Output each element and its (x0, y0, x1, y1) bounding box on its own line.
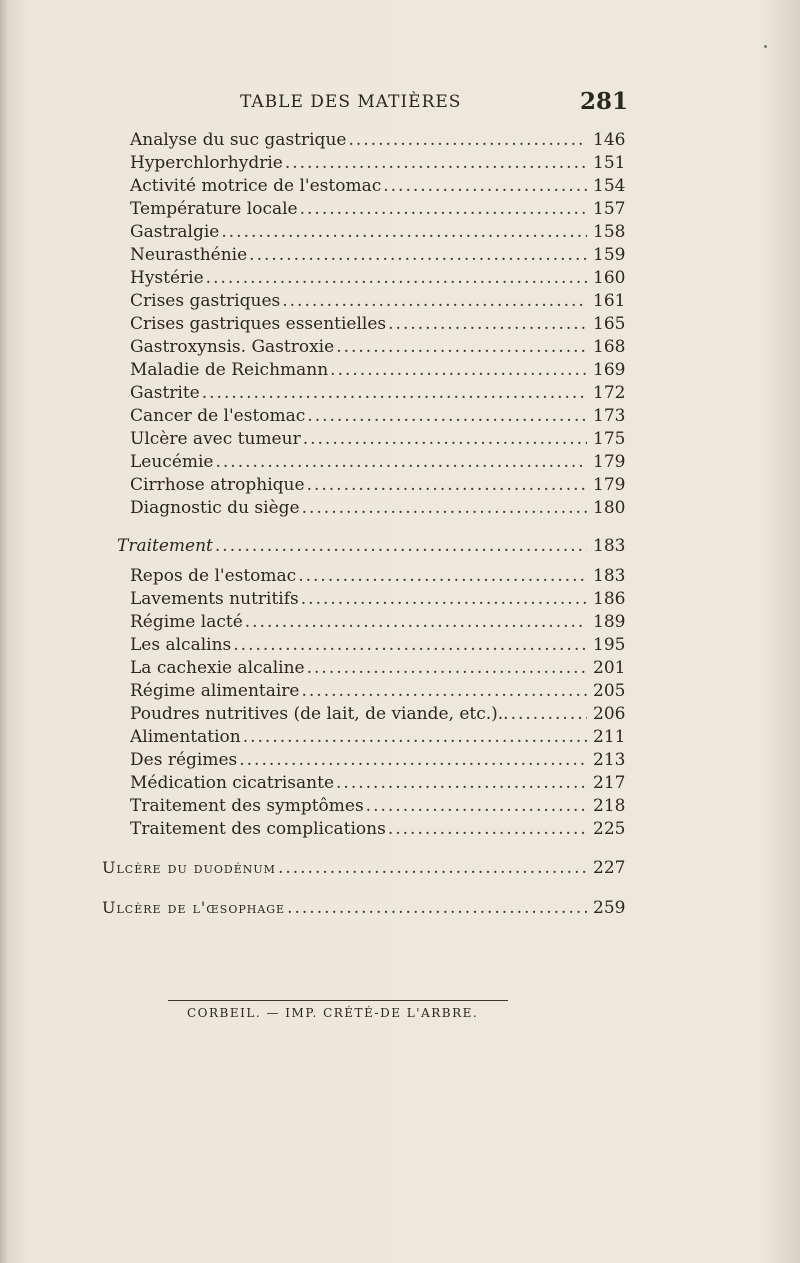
leader-dots (239, 750, 587, 770)
toc-entry (130, 452, 625, 474)
toc-entry (130, 498, 625, 520)
toc-entry-label: Crises gastriques (130, 291, 281, 311)
toc-entry (130, 176, 625, 198)
toc-entry-page: 179 (593, 475, 626, 495)
toc-entry (130, 819, 625, 841)
toc-entry-label: Repos de l'estomac (130, 566, 297, 586)
toc-entry (130, 222, 625, 244)
toc-chapter-label: Ulcère du duodénum (102, 858, 276, 877)
leader-dots (307, 475, 587, 495)
toc-entry (130, 337, 625, 359)
toc-entry (130, 658, 625, 680)
leader-dots (336, 337, 587, 357)
toc-entry-label: Gastralgie (130, 222, 220, 242)
toc-entry-label: Médication cicatrisante (130, 773, 335, 793)
toc-entry-label: Cancer de l'estomac (130, 406, 306, 426)
toc-entry (130, 612, 625, 634)
toc-entry-label: Gastrite (130, 383, 200, 403)
toc-entry (130, 383, 625, 405)
leader-dots (388, 819, 587, 839)
toc-entry (130, 130, 625, 152)
header-page-number: 281 (579, 88, 628, 115)
leader-dots (366, 796, 587, 816)
toc-entry (130, 750, 625, 772)
leader-dots (206, 268, 587, 288)
header-title: TABLE DES MATIÈRES (240, 92, 462, 112)
toc-entry-label: Hyperchlorhydrie (130, 153, 283, 173)
toc-entry-label: Température locale (130, 199, 298, 219)
toc-entry-label: Ulcère avec tumeur (130, 429, 301, 449)
toc-entry-label: Crises gastriques essentielles (130, 314, 387, 334)
toc-entry-page: 146 (593, 130, 626, 150)
toc-entry-page: 189 (593, 612, 626, 632)
leader-dots (388, 314, 587, 334)
leader-dots (302, 681, 588, 701)
leader-dots (243, 727, 587, 747)
leader-dots (301, 589, 587, 609)
toc-entry (130, 406, 625, 428)
toc-entry-page: 186 (593, 589, 626, 609)
toc-entry-page: 205 (593, 681, 626, 701)
toc-entry-page: 213 (593, 750, 626, 770)
toc-entry-page: 160 (593, 268, 626, 288)
toc-chapter-page: 227 (593, 858, 626, 878)
toc-chapter-page: 259 (593, 898, 626, 918)
toc-entry-page: 211 (593, 727, 626, 747)
toc-entry (130, 796, 625, 818)
toc-section-label: Traitement (117, 536, 213, 556)
leader-dots (303, 429, 587, 449)
leader-dots (216, 452, 588, 472)
toc-entry-label: Poudres nutritives (de lait, de viande, etc.).. (130, 704, 509, 724)
leader-dots (215, 536, 587, 556)
toc-entry-page: 180 (593, 498, 626, 518)
toc-section-traitement (117, 536, 625, 558)
leader-dots (302, 498, 587, 518)
toc-entry-page: 195 (593, 635, 626, 655)
toc-entry-label: Analyse du suc gastrique (130, 130, 347, 150)
toc-entry-label: Traitement des symptômes (130, 796, 364, 816)
toc-entry (130, 268, 625, 290)
toc-entry-label: Diagnostic du siège (130, 498, 300, 518)
toc-entry (130, 773, 625, 795)
leader-dots (336, 773, 587, 793)
toc-entry (130, 291, 625, 313)
toc-section-page: 183 (593, 536, 626, 556)
leader-dots (282, 291, 587, 311)
toc-entry (130, 199, 625, 221)
toc-entry-label: Leucémie (130, 452, 214, 472)
toc-entry-page: 225 (593, 819, 626, 839)
toc-entry-page: 172 (593, 383, 626, 403)
toc-entry (130, 681, 625, 703)
toc-entry-page: 217 (593, 773, 626, 793)
toc-entry-page: 218 (593, 796, 626, 816)
toc-entry-page: 179 (593, 452, 626, 472)
toc-chapter-label: Ulcère de l'œsophage (102, 898, 286, 917)
toc-entry (130, 566, 625, 588)
toc-entry-label: Gastroxynsis. Gastroxie (130, 337, 335, 357)
toc-entry-label: Maladie de Reichmann (130, 360, 329, 380)
toc-entry-page: 175 (593, 429, 626, 449)
toc-entry (130, 360, 625, 382)
toc-entry (130, 704, 625, 726)
toc-entry-label: Traitement des complications (130, 819, 386, 839)
toc-entry (130, 635, 625, 657)
toc-entry-label: La cachexie alcaline (130, 658, 305, 678)
leader-dots (307, 658, 587, 678)
toc-entry (130, 153, 625, 175)
toc-entry (130, 429, 625, 451)
toc-entry-label: Des régimes (130, 750, 238, 770)
toc-entry-page: 159 (593, 245, 626, 265)
printer-imprint: CORBEIL. — IMP. CRÉTÉ-DE L'ARBRE. (187, 1006, 479, 1020)
leader-dots (202, 383, 587, 403)
toc-entry-label: Neurasthénie (130, 245, 248, 265)
toc-entry (130, 475, 625, 497)
toc-entry-label: Cirrhose atrophique (130, 475, 305, 495)
leader-dots (278, 858, 587, 878)
leader-dots (249, 245, 587, 265)
toc-entry-page: 169 (593, 360, 626, 380)
leader-dots (221, 222, 587, 242)
toc-entry-page: 158 (593, 222, 626, 242)
toc-chapter (102, 858, 625, 880)
toc-entry-page: 165 (593, 314, 626, 334)
leader-dots (298, 566, 587, 586)
toc-entry-page: 154 (593, 176, 626, 196)
toc-entry-page: 173 (593, 406, 626, 426)
leader-dots (383, 176, 587, 196)
toc-entry-label: Les alcalins (130, 635, 232, 655)
leader-dots (285, 153, 587, 173)
leader-dots (287, 898, 587, 918)
toc-entry-page: 201 (593, 658, 626, 678)
toc-entry (130, 727, 625, 749)
running-header (240, 88, 630, 118)
toc-entry-page: 151 (593, 153, 626, 173)
leader-dots (307, 406, 587, 426)
toc-entry-page: 157 (593, 199, 626, 219)
toc-entry-label: Hystérie (130, 268, 204, 288)
toc-entry (130, 589, 625, 611)
toc-entry-label: Activité motrice de l'estomac (130, 176, 382, 196)
leader-dots (511, 704, 587, 724)
toc-chapter (102, 898, 625, 920)
leader-dots (330, 360, 587, 380)
leader-dots (300, 199, 587, 219)
leader-dots (348, 130, 587, 150)
toc-entry-label: Régime alimentaire (130, 681, 300, 701)
leader-dots (245, 612, 587, 632)
toc-entry-page: 161 (593, 291, 626, 311)
toc-entry-page: 183 (593, 566, 626, 586)
toc-entry (130, 245, 625, 267)
toc-entry-label: Lavements nutritifs (130, 589, 299, 609)
toc-entry-page: 206 (593, 704, 626, 724)
toc-entry-label: Régime lacté (130, 612, 243, 632)
page-speck (764, 45, 767, 48)
toc-entry (130, 314, 625, 336)
toc-entry-page: 168 (593, 337, 626, 357)
footer-rule (168, 1000, 508, 1001)
leader-dots (233, 635, 587, 655)
toc-entry-label: Alimentation (130, 727, 241, 747)
